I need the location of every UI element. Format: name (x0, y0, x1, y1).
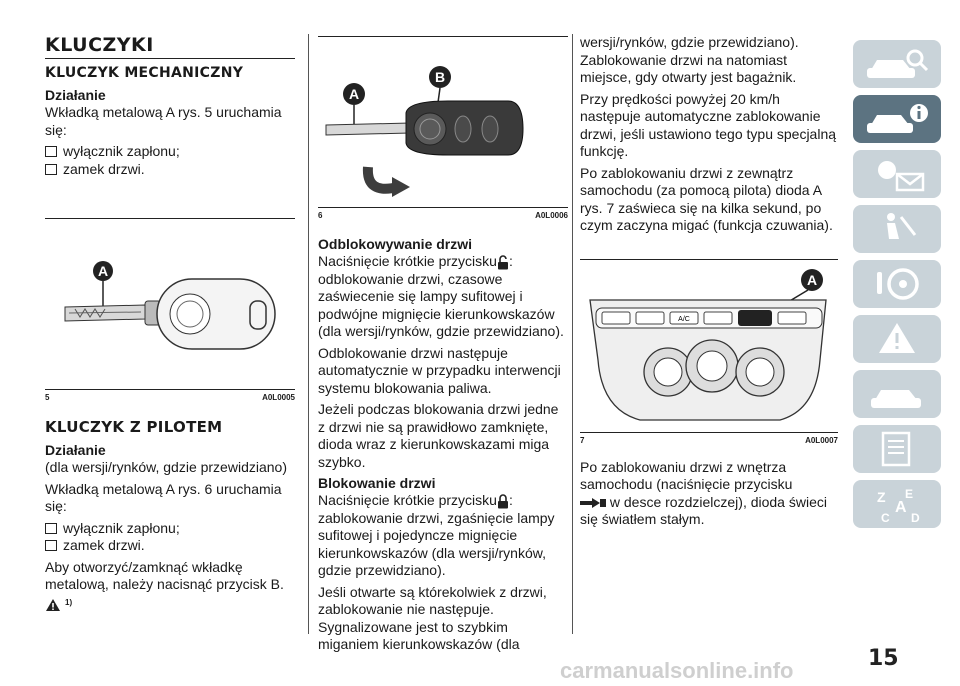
svg-text:E: E (905, 487, 914, 501)
lock-padlock-icon (497, 494, 509, 509)
side-tab-airbag-seat[interactable] (853, 205, 941, 253)
list-item: zamek drzwi. (45, 537, 295, 555)
spec-list-icon (853, 425, 941, 473)
lights-message-icon (853, 150, 941, 198)
paragraph: Wkładką metalową A rys. 5 uruchamia się: (45, 104, 282, 138)
figure-5 (45, 218, 295, 390)
column-divider-1 (308, 34, 309, 634)
paragraph: Naciśnięcie krótkie przycisku : odblokowanie drzwi, czasowe zaświecenie się lampy sufitowej i podwójne mignięcie kierunkowskazów (dla wersji/rynków, gdzie przewidziano). (318, 253, 564, 339)
column-2 (318, 36, 568, 658)
side-tab-car-service[interactable] (853, 370, 941, 418)
title-rule (45, 58, 295, 59)
side-tab-lights-message[interactable] (853, 150, 941, 198)
bullet-box-icon (45, 540, 57, 551)
car-info-icon (853, 95, 941, 143)
label-a: A (97, 263, 109, 279)
car-service-icon (853, 370, 941, 418)
bullet-box-icon (45, 523, 57, 534)
paragraph: Po zablokowaniu drzwi z zewnątrz samochodu (za pomocą pilota) dioda A rys. 7 zaświeca się na kilka sekund, po czym zaczyna migać (funkcja czuwania). (580, 164, 833, 233)
warning-road-icon (853, 315, 941, 363)
paragraph: Wkładką metalową A rys. 6 uruchamia się: (45, 480, 282, 514)
side-tab-warning-road[interactable] (853, 315, 941, 363)
list-item: zamek drzwi. (45, 161, 295, 179)
paragraph: wersji/rynków, gdzie przewidziano). Zablokowanie drzwi na natomiast miejsce, gdy otwarty jest bagażnik. (580, 34, 799, 85)
figure-7 (580, 259, 838, 433)
heading-unlocking: Odblokowywanie drzwi (318, 236, 473, 252)
mechanical-key-illustration (45, 219, 295, 389)
label-a: A (348, 86, 360, 102)
paragraph: Jeśli otwarte są którekolwiek z drzwi, zablokowanie nie następuje. Sygnalizowane jest to szybkim miganiem kierunkowskazów (dla (318, 583, 547, 652)
subsection-title-mechanical-key: KLUCZYK MECHANICZNY (45, 65, 244, 81)
figure-5-caption: 5 A0L0005 (45, 393, 295, 402)
watermark: carmanualsonline.info (560, 658, 794, 683)
figure-6-caption: 6 A0L0006 (318, 211, 568, 220)
paragraph: Odblokowanie drzwi następuje automatycznie w przypadku interwencji systemu blokowania paliwa. (318, 344, 561, 396)
side-tab-spec-list[interactable] (853, 425, 941, 473)
bullet-box-icon (45, 164, 57, 175)
column-3 (580, 34, 838, 533)
side-tab-car-search[interactable] (853, 40, 941, 88)
warning-reference: 1) (45, 598, 72, 612)
paragraph: (dla wersji/rynków, gdzie przewidziano) (45, 459, 287, 475)
side-tab-steering-key[interactable] (853, 260, 941, 308)
column-1 (45, 30, 295, 617)
svg-text:A: A (895, 499, 907, 516)
ac-label: A/C (678, 315, 690, 323)
paragraph: Naciśnięcie krótkie przycisku : zablokowanie drzwi, zgaśnięcie lampy sufitowej i pojedyncze mignięcie kierunkowskazów (dla wersji/rynków, gdzie przewidziano). (318, 492, 555, 578)
figure-6 (318, 36, 568, 208)
alphabet-index-icon (853, 480, 941, 528)
heading-operation: Działanie (45, 87, 106, 103)
paragraph: Po zablokowaniu drzwi z wnętrza samochodu (naciśnięcie przycisku w desce rozdzielczej), dioda świeci się światłem stałym. (580, 458, 827, 527)
side-tab-car-info[interactable] (853, 95, 941, 143)
svg-text:Z: Z (877, 489, 886, 505)
central-lock-button-icon (580, 497, 606, 509)
steering-key-icon (853, 260, 941, 308)
page-number: 15 (868, 646, 899, 671)
paragraph: Jeżeli podczas blokowania drzwi jedne z drzwi nie są prawidłowo zamknięte, dioda wraz z kierunkowskazami miga szybko. (318, 401, 559, 470)
label-a: A (806, 271, 818, 288)
heading-operation: Działanie (45, 442, 106, 458)
paragraph: Przy prędkości powyżej 20 km/h następuje automatyczne zablokowanie drzwi, jeśli ustawiono tego typu specjalną funkcję. (580, 90, 837, 159)
car-search-icon (853, 40, 941, 88)
bullet-box-icon (45, 146, 57, 157)
warning-triangle-icon (45, 598, 61, 612)
paragraph: Aby otworzyć/zamknąć wkładkę metalową, należy nacisnąć przycisk B. (45, 558, 284, 592)
label-b: B (434, 69, 446, 85)
remote-key-illustration (318, 37, 568, 207)
list-item: wyłącznik zapłonu; (45, 520, 295, 538)
heading-locking: Blokowanie drzwi (318, 475, 436, 491)
list-item: wyłącznik zapłonu; (45, 143, 295, 161)
unlock-padlock-icon (497, 255, 509, 270)
side-tab-alphabet-index[interactable] (853, 480, 941, 528)
column-divider-2 (572, 34, 573, 634)
figure-7-caption: 7 A0L0007 (580, 435, 838, 445)
subsection-title-remote-key: KLUCZYK Z PILOTEM (45, 418, 223, 436)
svg-text:D: D (911, 511, 920, 525)
section-title: KLUCZYKI (45, 34, 154, 56)
airbag-seat-icon (853, 205, 941, 253)
svg-text:C: C (881, 511, 890, 525)
dashboard-controls-illustration (580, 260, 838, 432)
